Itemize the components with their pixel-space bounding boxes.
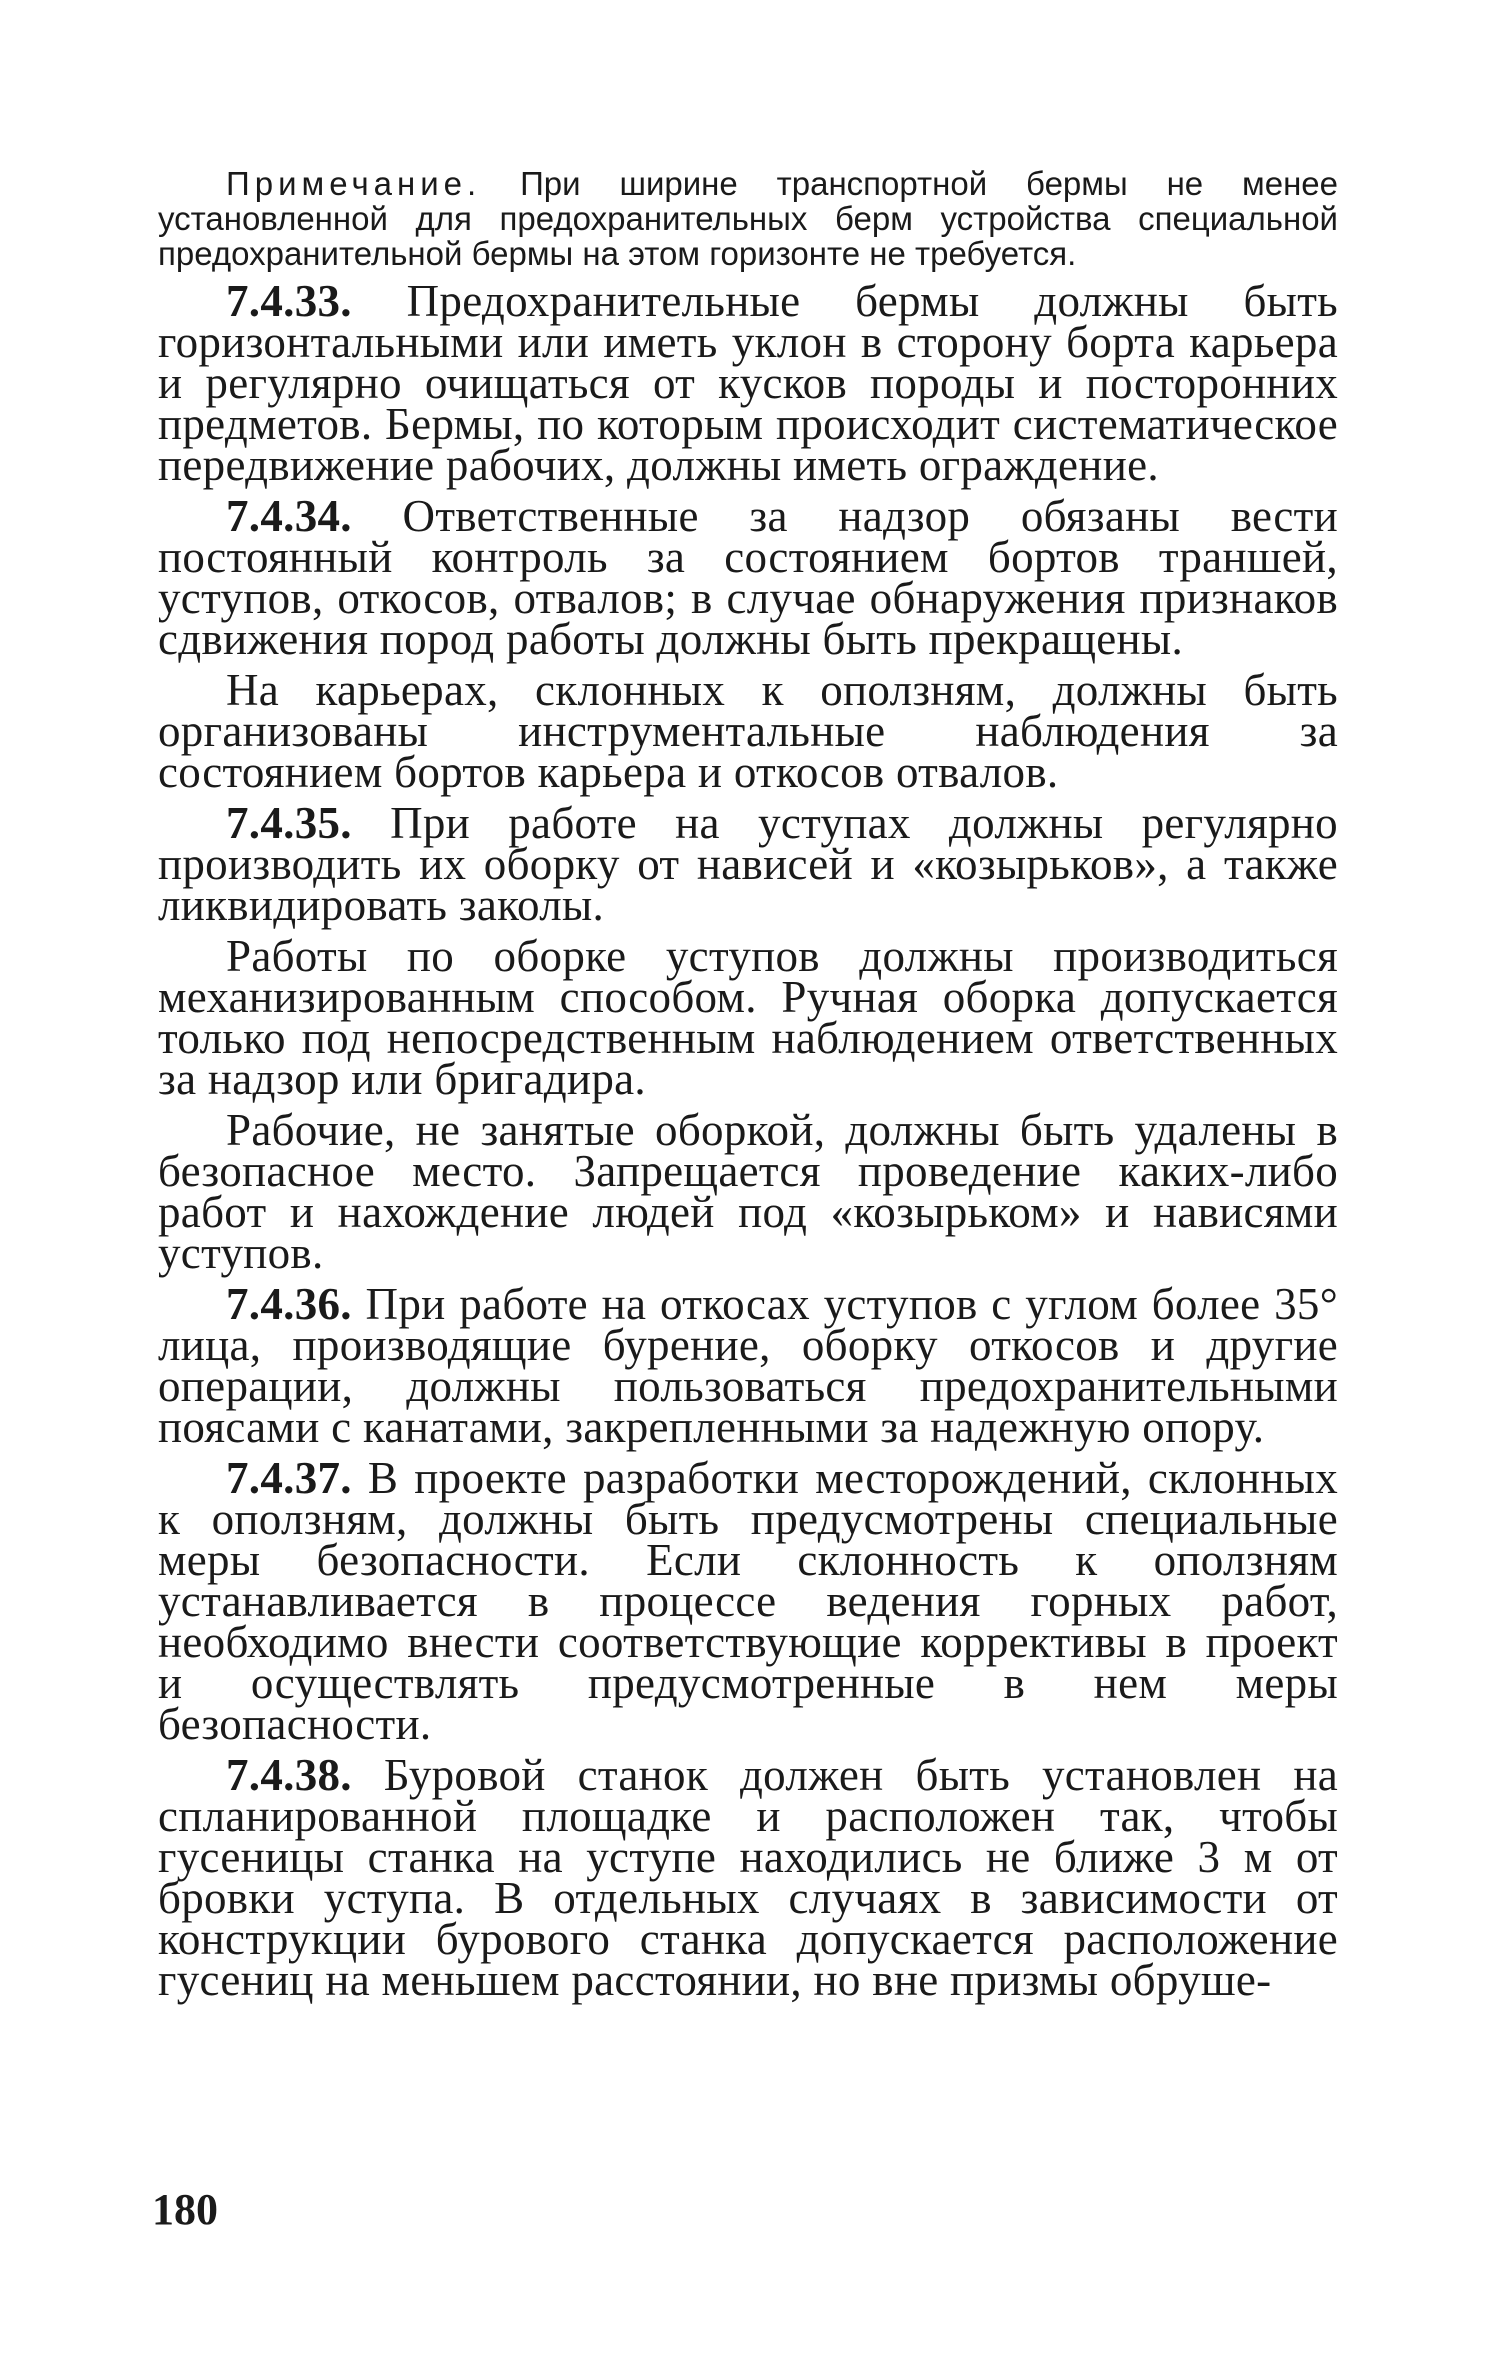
- paragraph-text: Предохранительные бермы должны быть горизонтальными или иметь уклон в сторону борта карьера и регулярно очищаться от кусков породы и посторонних предметов. Бермы, по которым происходит систематическое передвижение рабочих, должны иметь ограждение.: [158, 276, 1338, 490]
- paragraph-7-4-35-mechanized: [158, 931, 1338, 1104]
- paragraph-7-4-34-landslides: [158, 665, 1338, 797]
- page-number: 180: [152, 2185, 218, 2234]
- paragraph-7-4-35-workers: [158, 1105, 1338, 1278]
- paragraph-text: Ответственные за надзор обязаны вести постоянный контроль за состоянием бортов траншей, уступов, откосов, отвалов; в случае обнаружения признаков сдвижения пород работы должны быть прекращены.: [158, 491, 1338, 664]
- paragraph-7-4-38: [158, 1750, 1338, 2005]
- paragraph-text: При работе на уступах должны регулярно производить их оборку от нависей и «козырьков», а также ликвидировать заколы.: [158, 798, 1338, 930]
- paragraph-7-4-33: [158, 276, 1338, 490]
- paragraph-7-4-36: [158, 1279, 1338, 1452]
- clause-number: 7.4.34.: [226, 491, 352, 541]
- clause-number: 7.4.36.: [226, 1279, 352, 1329]
- paragraph-text: На карьерах, склонных к оползням, должны быть организованы инструментальные наблюдения за состоянием бортов карьера и откосов отвалов.: [158, 665, 1338, 797]
- clause-number: 7.4.33.: [226, 276, 352, 326]
- paragraph-7-4-34: [158, 491, 1338, 664]
- paragraph-text: Работы по оборке уступов должны производиться механизированным способом. Ручная оборка допускается только под непосредственным наблюдением ответственных за надзор или бригадира.: [158, 931, 1338, 1104]
- paragraph-text: Буровой станок должен быть установлен на спланированной площадке и расположен так, чтобы гусеницы станка на уступе находились не ближе 3 м от бровки уступа. В отдельных случаях в зависимости от конструкции бурового станка допускается расположение гусениц на меньшем расстоянии, но вне призмы обруше-: [158, 1750, 1338, 2005]
- paragraph-text: При работе на откосах уступов с углом более 35° лица, производящие бурение, оборку откосов и другие операции, должны пользоваться предохранительными поясами с канатами, закрепленными за надежную опору.: [158, 1279, 1338, 1452]
- note-label: Примечание.: [226, 165, 482, 202]
- clause-number: 7.4.35.: [226, 798, 352, 848]
- paragraph-7-4-37: [158, 1453, 1338, 1749]
- clause-number: 7.4.38.: [226, 1750, 352, 1800]
- paragraph-text: В проекте разработки месторождений, склонных к оползням, должны быть предусмотрены специальные меры безопасности. Если склонность к оползням устанавливается в процессе ведения горных работ, необходимо внести соответствующие коррективы в проект и осуществлять предусмотренные в нем меры безопасности.: [158, 1453, 1338, 1749]
- page-body: [158, 166, 1338, 2011]
- paragraph-7-4-35: [158, 798, 1338, 930]
- note-paragraph: [158, 166, 1338, 271]
- note-text: При ширине транспортной бермы не менее установленной для предохранительных берм устройства специальной предохранительной бермы на этом горизонте не требуется.: [158, 165, 1338, 272]
- clause-number: 7.4.37.: [226, 1453, 352, 1503]
- paragraph-text: Рабочие, не занятые оборкой, должны быть удалены в безопасное место. Запрещается проведение каких-либо работ и нахождение людей под «козырьком» и нависями уступов.: [158, 1105, 1338, 1278]
